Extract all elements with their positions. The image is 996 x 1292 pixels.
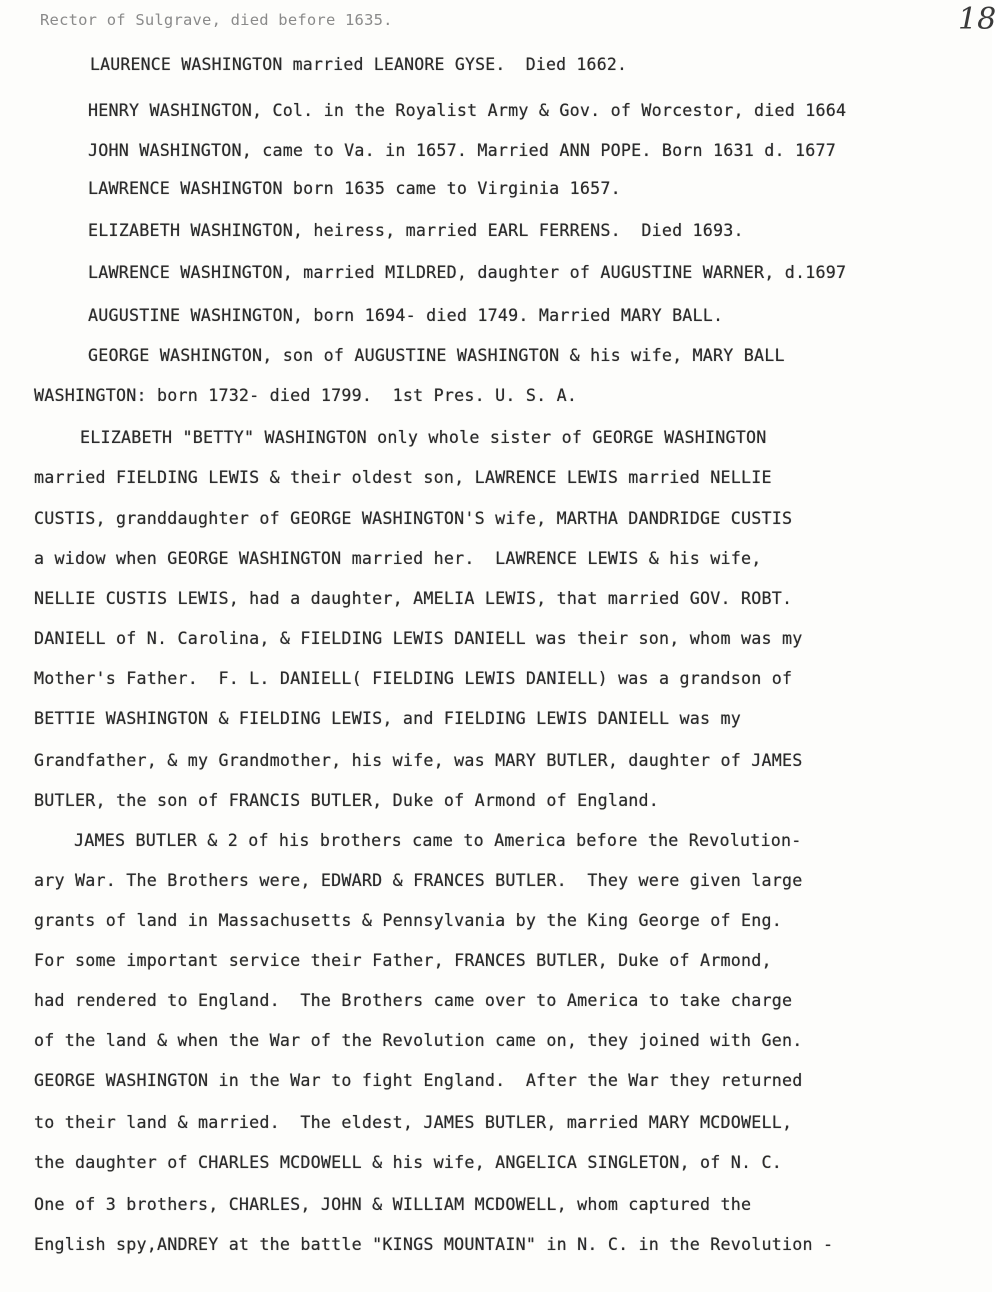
text-line-23: grants of land in Massachusetts & Pennsylvania by the King George of Eng.	[34, 910, 783, 930]
text-line-1: Rector of Sulgrave, died before 1635.	[40, 11, 393, 29]
text-line-31: English spy,ANDREY at the battle "KINGS MOUNTAIN" in N. C. in the Revolution -	[34, 1234, 834, 1254]
text-line-18: BETTIE WASHINGTON & FIELDING LEWIS, and FIELDING LEWIS DANIELL was my	[34, 708, 742, 728]
text-line-2: LAURENCE WASHINGTON married LEANORE GYSE. Died 1662.	[90, 55, 628, 74]
text-line-26: of the land & when the War of the Revolution came on, they joined with Gen.	[34, 1030, 803, 1050]
text-line-8: AUGUSTINE WASHINGTON, born 1694- died 1749. Married MARY BALL.	[88, 305, 724, 325]
text-line-14: a widow when GEORGE WASHINGTON married her. LAWRENCE LEWIS & his wife,	[34, 548, 762, 568]
text-line-20: BUTLER, the son of FRANCIS BUTLER, Duke of Armond of England.	[34, 790, 660, 810]
text-line-4: JOHN WASHINGTON, came to Va. in 1657. Married ANN POPE. Born 1631 d. 1677	[88, 140, 837, 160]
text-line-22: ary War. The Brothers were, EDWARD & FRANCES BUTLER. They were given large	[34, 870, 803, 890]
text-line-19: Grandfather, & my Grandmother, his wife, was MARY BUTLER, daughter of JAMES	[34, 750, 803, 770]
text-line-9: GEORGE WASHINGTON, son of AUGUSTINE WASHINGTON & his wife, MARY BALL	[88, 345, 785, 365]
text-line-15: NELLIE CUSTIS LEWIS, had a daughter, AMELIA LEWIS, that married GOV. ROBT.	[34, 588, 793, 608]
text-line-16: DANIELL of N. Carolina, & FIELDING LEWIS DANIELL was their son, whom was my	[34, 628, 803, 648]
text-line-29: the daughter of CHARLES MCDOWELL & his wife, ANGELICA SINGLETON, of N. C.	[34, 1152, 783, 1172]
text-line-12: married FIELDING LEWIS & their oldest son, LAWRENCE LEWIS married NELLIE	[34, 467, 772, 487]
text-line-6: ELIZABETH WASHINGTON, heiress, married EARL FERRENS. Died 1693.	[88, 220, 744, 240]
text-line-17: Mother's Father. F. L. DANIELL( FIELDING LEWIS DANIELL) was a grandson of	[34, 668, 793, 688]
text-line-28: to their land & married. The eldest, JAMES BUTLER, married MARY MCDOWELL,	[34, 1112, 793, 1132]
text-line-5: LAWRENCE WASHINGTON born 1635 came to Virginia 1657.	[88, 178, 621, 198]
text-line-30: One of 3 brothers, CHARLES, JOHN & WILLIAM MCDOWELL, whom captured the	[34, 1194, 752, 1214]
text-line-27: GEORGE WASHINGTON in the War to fight England. After the War they returned	[34, 1070, 803, 1090]
text-line-24: For some important service their Father, FRANCES BUTLER, Duke of Armond,	[34, 950, 772, 970]
text-line-25: had rendered to England. The Brothers came over to America to take charge	[34, 990, 793, 1010]
text-line-11: ELIZABETH "BETTY" WASHINGTON only whole sister of GEORGE WASHINGTON	[80, 427, 767, 447]
text-line-7: LAWRENCE WASHINGTON, married MILDRED, daughter of AUGUSTINE WARNER, d.1697	[88, 262, 847, 282]
text-line-21: JAMES BUTLER & 2 of his brothers came to America before the Revolution-	[74, 830, 802, 850]
text-line-13: CUSTIS, granddaughter of GEORGE WASHINGTON'S wife, MARTHA DANDRIDGE CUSTIS	[34, 508, 793, 528]
text-line-3: HENRY WASHINGTON, Col. in the Royalist Army & Gov. of Worcestor, died 1664	[88, 100, 847, 120]
page-number: 18	[958, 2, 996, 37]
text-line-10: WASHINGTON: born 1732- died 1799. 1st Pres. U. S. A.	[34, 385, 578, 405]
